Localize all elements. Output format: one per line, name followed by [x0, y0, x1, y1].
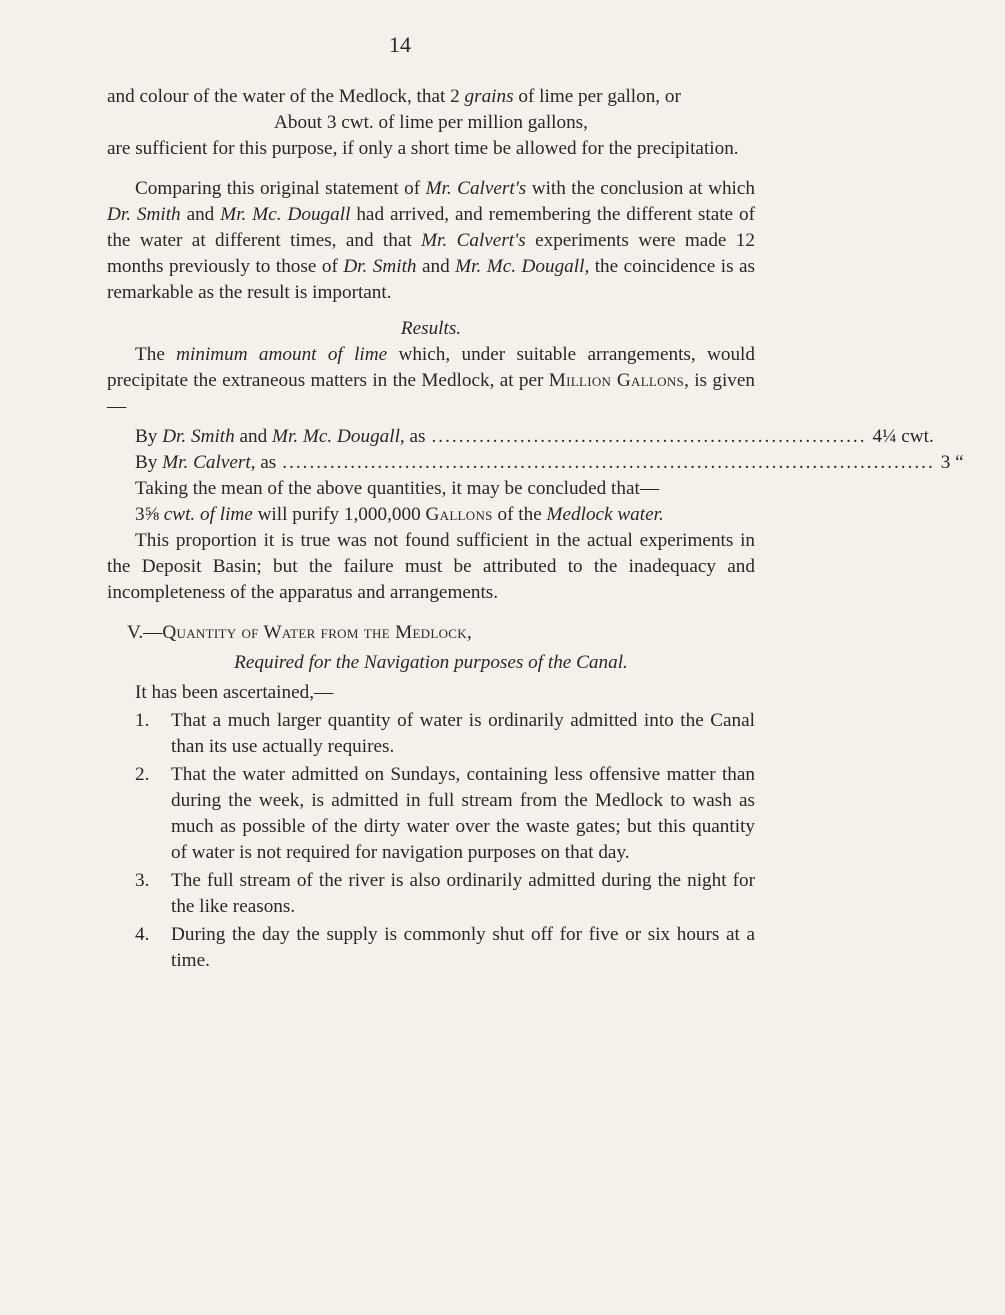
list-item: 2. That the water admitted on Sundays, containing less offensive matter than during the week, is admitted in full stream from the Medlock to wash as much as possible of the dirty water over the waste gates; but this quantity of water is not required for navigation purposes on that day. — [135, 764, 755, 863]
list-item: 3. The full stream of the river is also ordinarily admitted during the night for the like reasons. — [135, 870, 755, 917]
section-heading: V.—Quantity of Water from the Medlock, — [127, 622, 473, 643]
paragraph-lime-per-gallon: and colour of the water of the Medlock, that 2 grains of lime per gallon, or — [107, 86, 681, 107]
result-value: 4¼ cwt. — [872, 426, 934, 447]
conclusion-statement: 3⅝ cwt. of lime will purify 1,000,000 Gallons of the Medlock water. — [135, 504, 664, 525]
list-item: 1. That a much larger quantity of water is ordinarily admitted into the Canal than its use actually requires. — [135, 710, 755, 757]
list-item: 4. During the day the supply is commonly shut off for five or six hours at a time. — [135, 924, 755, 971]
lime-per-million-line: About 3 cwt. of lime per million gallons, — [274, 112, 588, 133]
dot-leader: ................................................................................................ — [282, 452, 935, 473]
paragraph-comparison: Comparing this original statement of Mr. Calvert's with the conclusion at which Dr. Smith and Mr. Mc. Dougall had arrived, and remembering the different state of the water at different times, and that Mr. Calvert's experiments were made 12 months previously to those of Dr. Smith and Mr. Mc. Dougall, the coincidence is as remarkable as the result is important. — [107, 178, 756, 303]
dot-leader: ................................................................ — [431, 426, 867, 447]
results-heading: Results. — [400, 318, 462, 339]
paragraph-proportion: This proportion it is true was not found sufficient in the actual experiments in the Deposit Basin; but the failure must be attributed to the inadequacy and incompleteness of the apparatus and arrangements. — [107, 530, 755, 603]
result-row-smith-dougall: By Dr. Smith and Mr. Mc. Dougall, as ................................................................ 4¼ cwt. — [107, 424, 755, 450]
result-value: 3 “ — [940, 452, 964, 473]
section-lead: It has been ascertained,— — [135, 682, 334, 703]
page-number: 14 — [389, 32, 411, 57]
paragraph-precipitation: are sufficient for this purpose, if only a short time be allowed for the precipitation. — [107, 138, 739, 159]
result-row-calvert: By Mr. Calvert, as ................................................................................................ 3 “ — [107, 450, 755, 476]
paragraph-minimum-lime: The minimum amount of lime which, under suitable arrangements, would precipitate the extraneous matters in the Medlock, at per Million Gallons, is given— — [107, 344, 755, 417]
page-text — [107, 84, 964, 974]
section-subheading: Required for the Navigation purposes of the Canal. — [234, 652, 628, 673]
paragraph-taking-mean: Taking the mean of the above quantities, it may be concluded that— — [135, 478, 660, 499]
